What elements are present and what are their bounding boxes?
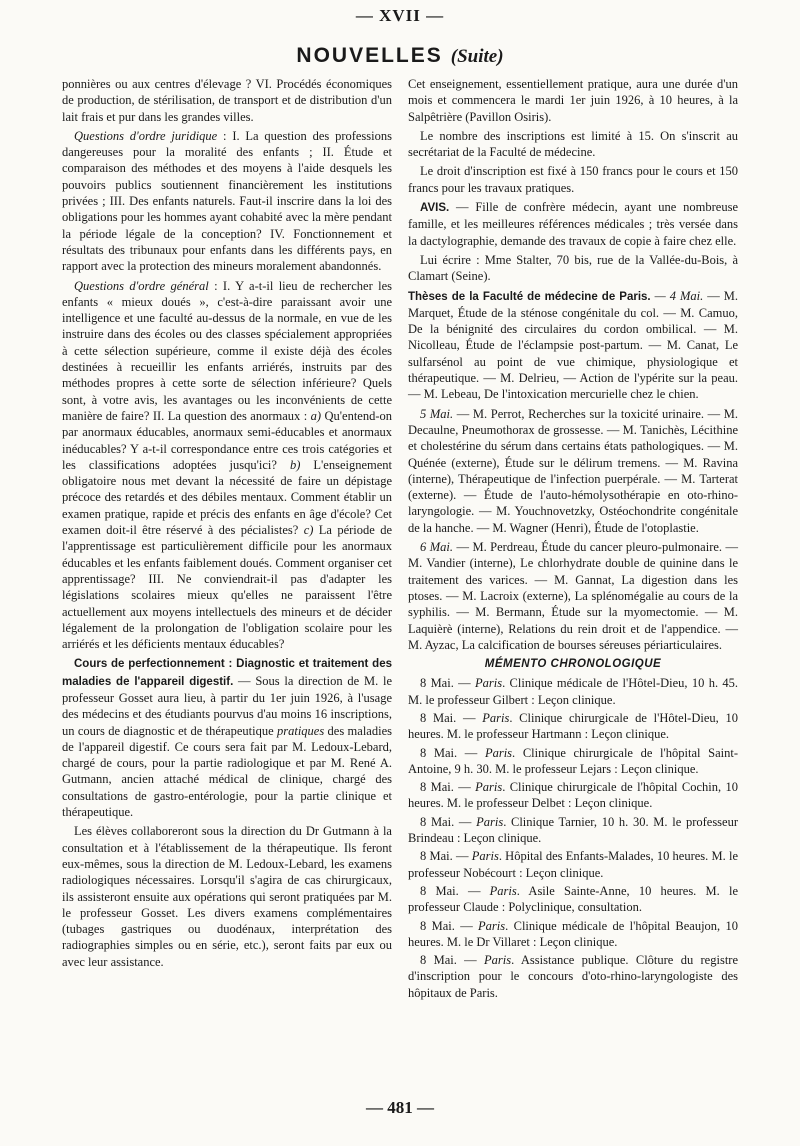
article-heading: AVIS. [420, 202, 450, 215]
section-label: Questions d'ordre général [74, 278, 209, 293]
memento-text: . Asile Sainte-Anne, 10 heures. M. le professeur Claude : Polyclinique, consultation. [408, 883, 739, 915]
title-suffix: (Suite) [450, 46, 504, 67]
memento-list [408, 675, 738, 1001]
memento-city: Paris [484, 745, 513, 760]
memento-date: 8 Mai. [420, 883, 459, 898]
memento-text: . Clinique médicale de l'Hôtel-Dieu, 10 h. 45. M. le professeur Gilbert : Leçon clinique. [408, 676, 739, 707]
memento-entry: 8 Mai. — Paris. Hôpital des Enfants-Malades, 10 heures. M. le professeur Nobécourt : Leçon clinique. [408, 849, 739, 880]
paragraph-text: — Sous la direction de M. le professeur Gosset aura lieu, à partir du 1er juin 1926, à l'usage des médecins et des étudiants pourvus d'au moins 16 inscriptions, un cours de diagnostic et de thérapeutique [62, 673, 392, 738]
memento-date: 8 Mai. [420, 780, 454, 795]
list-marker: b) [289, 457, 301, 472]
memento-city: Paris [475, 780, 503, 795]
page-roman-numeral: — XVII — [355, 6, 445, 25]
paragraph-text: des maladies de l'appareil digestif. Ce cours sera fait par M. Ledoux-Lebard, chargé de cours, pour la partie radiologique et par M. René A. Gutmann, ancien attaché médical de clinique, chargé des consultations de gastro-entérologie, pour la partie clinique et thérapeutique. [62, 723, 392, 820]
article-heading: Thèses de la Faculté de médecine de Paris. [408, 290, 651, 303]
memento-date: 8 Mai. [420, 849, 453, 864]
paragraph-avis [408, 199, 738, 249]
paragraph-text: — M. Perdreau, Étude du cancer pleuro-pulmonaire. — M. Vandier (interne), Le chlorhydrate double de quinine dans le traitement des varices. — M. Gannat, La digestion dans les ptoses. — M. Lacroix (externe), La splénomégalie au cours de la syphilis. — M. Bermann, Étude sur la myomectomie. — M. Laquièrè (interne), Relations du rein droit et de l'appendice. — M. Ayzac, La calcification de bourses séreuses périarticulaires. [408, 540, 739, 652]
memento-entry: 8 Mai. — Paris. Clinique médicale de l'hôpital Beaujon, 10 heures. M. le Dr Villaret : Leçon clinique. [408, 918, 739, 949]
paragraph: Le nombre des inscriptions est limité à 15. On s'inscrit au secrétariat de la Faculté de médecine. [408, 128, 738, 160]
memento-text: . Clinique médicale de l'hôpital Beaujon, 10 heures. M. le Dr Villaret : Leçon clinique. [408, 918, 739, 949]
memento-text: . Hôpital des Enfants-Malades, 10 heures. M. le professeur Nobécourt : Leçon clinique. [408, 849, 739, 880]
paragraph-text: — Fille de confrère médecin, ayant une nombreuse famille, et les meilleures références médicales ; très versée dans la dactylographie, demande des travaux de copie à faire chez elle. [408, 200, 738, 248]
paragraph: Le droit d'inscription est fixé à 150 francs pour le cours et 150 francs pour les travaux pratiques. [408, 164, 738, 195]
left-column [62, 76, 392, 973]
memento-date: 8 Mai. [420, 918, 455, 933]
memento-entry: 8 Mai. — Paris. Clinique Tarnier, 10 h. 30. M. le professeur Brindeau : Leçon clinique. [408, 814, 739, 846]
memento-city: Paris [478, 918, 506, 933]
emphasis: pratiques [276, 723, 325, 738]
date: — 4 Mai. [650, 288, 704, 303]
date: 6 Mai. [420, 540, 453, 555]
paragraph-text: : I. La question des professions dangereuses pour la moralité des enfants ; II. Étude et comparaison des méthodes et des moyens à l'aide desquels les pouvoirs publics soutiennent financièrement les institutions privées ; III. Des enfants naturels. Faut-il inscrire dans la loi des obligations pour les hommes ayant cohabité avec la mère pendant la période légale de la conception? IV. Fonctionnement et résultats des tribunaux pour enfants dans les différents pays, en rapport avec la protection des mineurs moralement abandonnés. [62, 128, 393, 274]
memento-text: . Clinique chirurgicale de l'Hôtel-Dieu, 10 heures. M. le professeur Hartmann : Leçon clinique. [408, 710, 738, 742]
paragraph-theses [408, 288, 738, 403]
memento-text: . Clinique chirurgicale de l'hôpital Saint-Antoine, 9 h. 30. M. le professeur Lejars : Leçon clinique. [408, 745, 738, 776]
memento-entry: 8 Mai. — Paris. Clinique chirurgicale de l'hôpital Saint-Antoine, 9 h. 30. M. le professeur Lejars : Leçon clinique. [408, 745, 738, 776]
memento-date: 8 Mai. [420, 745, 458, 760]
memento-date: 8 Mai. [420, 710, 457, 725]
memento-date: 8 Mai. [420, 676, 454, 691]
section-title [0, 44, 800, 68]
paragraph: Lui écrire : Mme Stalter, 70 bis, rue de la Vallée-du-Bois, à Clamart (Seine). [408, 252, 738, 284]
paragraph-text: La période de l'apprentissage est particulièrement difficile pour les anormaux éducables et les enfants faiblement doués. Comment organiser cet apprentissage? III. Ne conviendrait-il pas d'adapter les législations scolaires mieux qu'elles ne paraissent l'être actuellement aux moyens intellectuels des mineurs et de décider légalement de la prolongation de l'obligation scolaire pour les arriérés et les déficients mentaux éducables? [62, 523, 392, 652]
memento-text: . Clinique Tarnier, 10 h. 30. M. le professeur Brindeau : Leçon clinique. [408, 814, 739, 846]
memento-city: Paris [475, 676, 503, 691]
list-marker: a) [310, 408, 322, 423]
memento-entry: 8 Mai. — Paris. Asile Sainte-Anne, 10 heures. M. le professeur Claude : Polyclinique, consultation. [408, 883, 739, 915]
memento-city: Paris [489, 883, 517, 898]
paragraph: Les élèves collaboreront sous la direction du Dr Gutmann à la consultation et à l'établissement de la thérapeutique. Ils feront eux-mêmes, sous la direction de M. Ledoux-Lebard, les examens radiologiques nécessaires. Lorsqu'il s'agira de cas chirurgicaux, ils assisteront ensuite aux opérations qui seront pratiquées par M. le professeur Gosset. Les divers examens complémentaires (tubages gastriques ou duodénaux, interprétation des radiographies simples ou en série, etc.), seront faits par eux ou avec leur assistance. [62, 824, 392, 969]
paragraph-text: — M. Marquet, Étude de la sténose congénitale du col. — M. Camuo, De la bénignité des circulaires du cordon ombilical. — M. Nicolleau, Étude de l'éclampsie post-partum. — M. Canat, Le sulfarsénol au point de vue chimique, physiologique et thérapeutique. — M. Delrieu, — Action de l'ypérite sur la peau. — M. Lebeau, De l'intoxication mercurielle chez le chien. [408, 288, 738, 402]
memento-city: Paris [482, 710, 510, 725]
paragraph-juridique [62, 128, 392, 275]
paragraph-text: Qu'entend-on par anormaux éducables, anormaux semi-éducables et anormaux inéducables? Y a-t-il correspondance entre ces trois catégories et les classifications adoptées jusqu'ici? [62, 408, 393, 472]
memento-text: . Clinique chirurgicale de l'hôpital Cochin, 10 heures. M. le professeur Delbet : Leçon clinique. [408, 780, 738, 811]
memento-date: 8 Mai. [420, 814, 455, 829]
paragraph-theses [408, 539, 738, 653]
paragraph-general [62, 278, 392, 653]
paragraph: ponnières ou aux centres d'élevage ? VI. Procédés économiques de production, de stérilisation, de transport et de distribution d'un lait frais et pur dans les grandes villes. [62, 77, 392, 124]
memento-entry: 8 Mai. — Paris. Clinique médicale de l'Hôtel-Dieu, 10 h. 45. M. le professeur Gilbert : Leçon clinique. [408, 676, 739, 707]
paragraph: Cet enseignement, essentiellement pratique, aura une durée d'un mois et commencera le mardi 1er juin 1926, à 10 heures, à la Salpêtrière (Pavillon Osiris). [408, 77, 738, 124]
paragraph-cours [62, 655, 392, 820]
memento-city: Paris [476, 814, 504, 829]
memento-title: MÉMENTO CHRONOLOGIQUE [484, 658, 662, 671]
paragraph-theses [408, 406, 738, 536]
memento-entry: 8 Mai. — Paris. Clinique chirurgicale de l'hôpital Cochin, 10 heures. M. le professeur Delbet : Leçon clinique. [408, 780, 738, 811]
right-column [408, 76, 738, 1003]
section-label: Questions d'ordre juridique [74, 128, 218, 143]
paragraph-text: : I. Y a-t-il lieu de rechercher les enfants « mieux doués », c'est-à-dire paraissant avoir une intelligence et une faculté au-dessus de la normale, en vue de les instruire dans des écoles ou des classes spécialement appropriées à cette sélection supérieure, comme il existe déjà des écoles destinées à recueillir les enfants arriérés, instruits par des méthodes propres à cette sorte de sélection inférieure? Quels sont, à votre avis, les avantages ou les inconvénients de cette manière de faire? II. La question des anormaux : [62, 278, 392, 423]
memento-date: 8 Mai. [420, 953, 457, 968]
memento-entry: 8 Mai. — Paris. Clinique chirurgicale de l'Hôtel-Dieu, 10 heures. M. le professeur Hartmann : Leçon clinique. [408, 710, 738, 742]
date: 5 Mai. [420, 406, 454, 421]
memento-city: Paris [484, 953, 512, 968]
memento-text: . Assistance publique. Clôture du registre d'inscription pour le concours d'oto-rhino-laryngologiste des hôpitaux de Paris. [408, 953, 739, 1000]
article-heading: Cours de perfectionnement : Diagnostic et traitement des maladies de l'appareil digestif. [62, 658, 392, 688]
paragraph-text: — M. Perrot, Recherches sur la toxicité urinaire. — M. Decaulne, Pneumothorax de grossesse. — M. Tanichès, Lécithine et cholestérine du sérum dans certains états pathologiques. — M. Quénée (externe), Étude sur le délirum tremens. — M. Ravina (interne), Thérapeutique de l'infection puerpérale. — M. Tarterat (externe). — Étude de l'auto-hémolysothérapie en oto-rhino-laryngologie. — M. Youchnovetzky, Ostéochondrite congénitale de la hanche. — M. Wagner (Henri), Étude de l'otoplastie. [408, 406, 738, 535]
memento-city: Paris [471, 849, 499, 864]
memento-entry: 8 Mai. — Paris. Assistance publique. Clôture du registre d'inscription pour le concours d'oto-rhino-laryngologiste des hôpitaux de Paris. [408, 953, 739, 1000]
page-number: — 481 — [366, 1098, 434, 1117]
list-marker: c) [303, 523, 314, 538]
paragraph-text: L'enseignement obligatoire nous met devant la nécessité de faire un dépistage précoce des retardés et des débiles mentaux. Comment établir un examen pratique, rapide et précis des enfants en âge d'école? Cet examen doit-il être réservé à des pécialistes? [62, 457, 393, 538]
title-main: NOUVELLES [296, 44, 443, 67]
